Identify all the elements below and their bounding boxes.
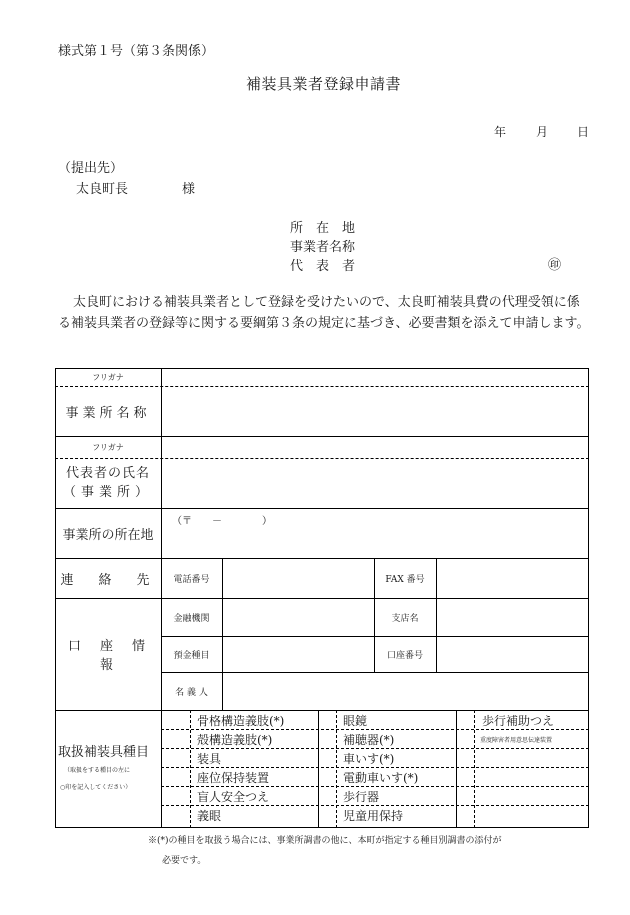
device-note-line1: （取扱をする種目の左に bbox=[64, 767, 131, 774]
device-item: 眼鏡 bbox=[343, 714, 368, 728]
table-divider bbox=[161, 748, 589, 749]
representative-label: 代 表 者 bbox=[290, 259, 356, 274]
account-number-label: 口座番号 bbox=[386, 650, 423, 661]
device-item: 歩行器 bbox=[343, 790, 380, 804]
branch-label: 支店名 bbox=[391, 613, 419, 624]
device-item: 装具 bbox=[197, 752, 222, 766]
table-divider bbox=[161, 786, 589, 787]
office-name-label: 事業所名称 bbox=[65, 405, 151, 421]
representative-name-line1: 代表者の氏名 bbox=[65, 466, 150, 481]
device-note-line2: ○印を記入してください） bbox=[60, 784, 132, 791]
table-divider bbox=[190, 710, 191, 828]
page-title: 補装具業者登録申請書 bbox=[246, 75, 402, 93]
table-divider bbox=[436, 558, 437, 672]
account-holder-label: 名 義 人 bbox=[175, 687, 208, 698]
device-item: 重度障害者用意思伝達装置 bbox=[480, 737, 553, 744]
representative-name-label bbox=[55, 458, 161, 508]
table-divider bbox=[161, 805, 589, 806]
table-divider bbox=[318, 710, 319, 828]
date-month: 月 bbox=[536, 125, 549, 139]
bank-label: 金融機関 bbox=[173, 613, 210, 624]
device-item: 補聴器(*) bbox=[343, 733, 395, 747]
fax-label: FAX 番号 bbox=[385, 574, 425, 585]
table-divider bbox=[456, 710, 457, 828]
table-divider bbox=[222, 558, 223, 710]
addressee-name: 太良町長 bbox=[76, 182, 129, 197]
device-item: 盲人安全つえ bbox=[197, 790, 270, 804]
device-item: 殻構造義肢(*) bbox=[197, 733, 273, 747]
device-item: 歩行補助つえ bbox=[482, 714, 555, 728]
footnote-line1: ※(*)の種目を取扱う場合には、事業所調書の他に、本町が指定する種目別調書の添付が bbox=[148, 836, 502, 846]
date-year: 年 bbox=[494, 125, 507, 139]
application-statement: 太良町における補装具業者として登録を受けたいので、太良町補装具費の代理受領に係る補装具業者の登録等に関する要綱第３条の規定に基づき、必要書類を添えて申請します。 bbox=[58, 295, 590, 331]
contact-label: 連 絡 先 bbox=[60, 572, 156, 588]
seal-mark: ㊞ bbox=[548, 258, 562, 273]
device-item: 電動車いす(*) bbox=[343, 771, 419, 785]
date-day: 日 bbox=[577, 125, 590, 139]
furigana-label: フリガナ bbox=[92, 442, 124, 452]
table-divider bbox=[55, 710, 589, 711]
furigana-label: フリガナ bbox=[92, 372, 124, 382]
account-info-label: 口 座 情 報 bbox=[67, 639, 165, 673]
footnote-line2: 必要です。 bbox=[162, 856, 207, 866]
table-divider bbox=[161, 672, 589, 673]
deposit-type-label: 預金種目 bbox=[173, 650, 210, 661]
representative-name-line2: （事業所） bbox=[62, 485, 153, 500]
device-types-label: 取扱補装具種目 bbox=[58, 745, 150, 760]
addressee-honorific: 様 bbox=[182, 182, 196, 197]
device-item: 車いす(*) bbox=[343, 752, 395, 766]
addressee-label: （提出先） bbox=[58, 161, 124, 176]
table-divider bbox=[161, 729, 589, 730]
table-divider bbox=[474, 710, 475, 828]
office-address-label: 事業所の所在地 bbox=[62, 527, 154, 543]
business-name-label: 事業者名称 bbox=[290, 240, 356, 255]
postal-code-field[interactable]: （〒 － ） bbox=[172, 516, 272, 527]
device-item: 義眼 bbox=[197, 809, 222, 823]
table-divider bbox=[161, 767, 589, 768]
phone-label: 電話番号 bbox=[173, 574, 210, 585]
device-item: 児童用保持 bbox=[343, 809, 404, 823]
device-item: 骨格構造義肢(*) bbox=[197, 714, 285, 728]
address-label: 所 在 地 bbox=[290, 221, 356, 236]
device-item: 座位保持装置 bbox=[197, 771, 270, 785]
form-number: 様式第１号（第３条関係） bbox=[58, 44, 215, 59]
table-divider bbox=[336, 710, 337, 828]
